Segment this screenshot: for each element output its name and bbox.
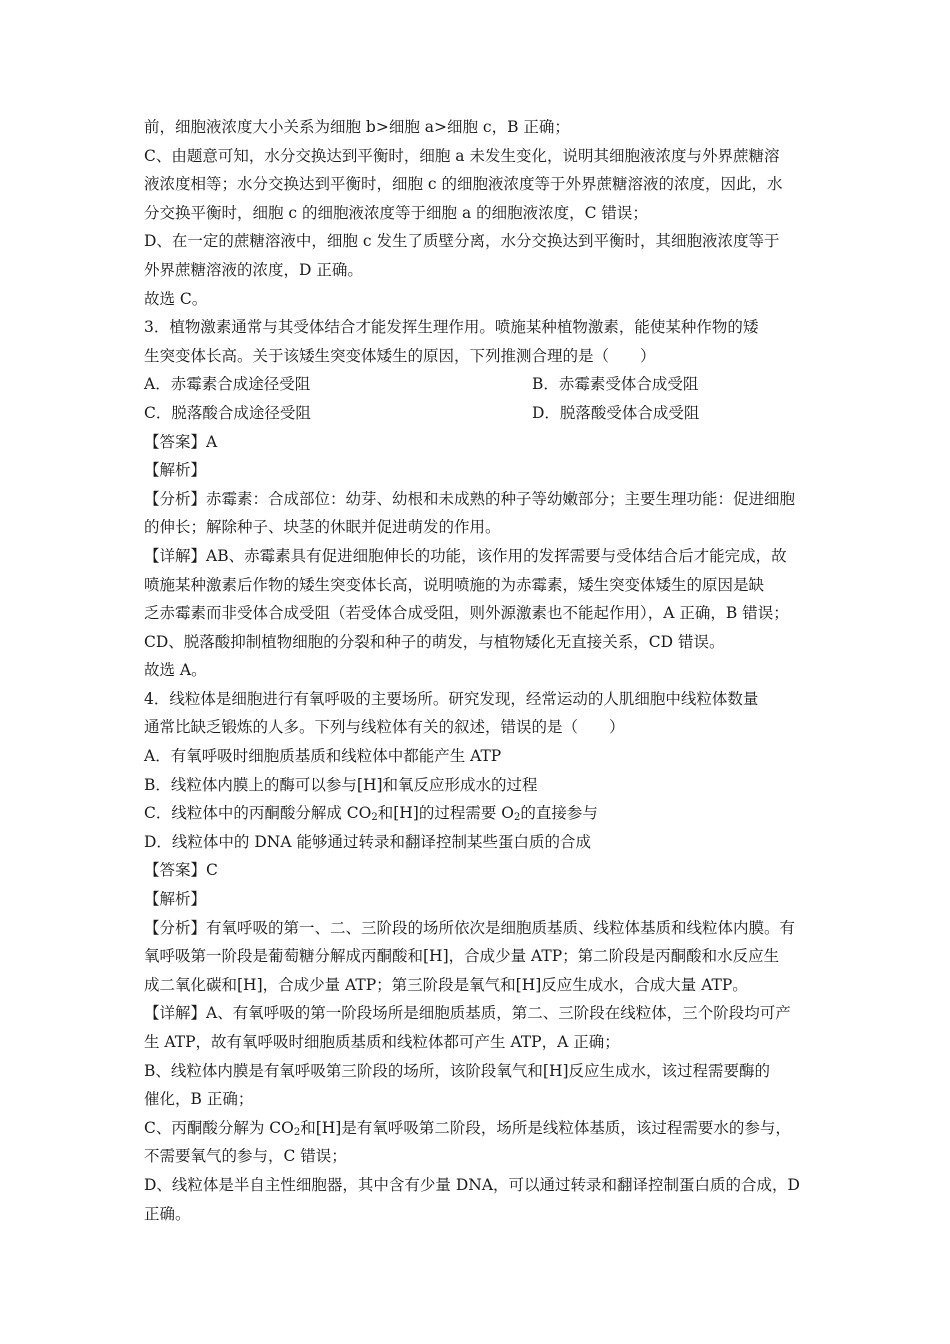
detail-line: 喷施某种激素后作物的矮生突变体长高，说明喷施的为赤霉素，矮生突变体矮生的原因是缺 — [144, 575, 765, 594]
analysis-line: 成二氧化碳和[H]，合成少量 ATP；第三阶段是氧气和[H]反应生成水，合成大量 ATP。 — [144, 975, 748, 994]
analysis-tag: 【解析】 — [144, 461, 207, 480]
analysis-line: 【分析】有氧呼吸的第一、二、三阶段的场所依次是细胞质基质、线粒体基质和线粒体内膜。有 — [144, 918, 796, 937]
detail-line: 【详解】A、有氧呼吸的第一阶段场所是细胞质基质，第二、三阶段在线粒体，三个阶段均可产 — [144, 1004, 791, 1023]
text-line: 外界蔗糖溶液的浓度，D 正确。 — [144, 260, 363, 279]
question-4-stem: 通常比缺乏锻炼的人多。下列与线粒体有关的叙述，错误的是（ ） — [144, 718, 625, 737]
text-line: 分交换平衡时，细胞 c 的细胞液浓度等于细胞 a 的细胞液浓度，C 错误； — [144, 203, 648, 222]
subscript: 2 — [513, 812, 521, 824]
detail-line: D、线粒体是半自主性细胞器，其中含有少量 DNA，可以通过转录和翻译控制蛋白质的合成，D — [144, 1175, 800, 1194]
detail-line: 催化，B 正确； — [144, 1090, 254, 1109]
choice-line: 故选 A。 — [144, 661, 207, 680]
detail-text: 和[H]是有氧呼吸第二阶段，场所是线粒体基质，该过程需要水的参与， — [300, 1118, 791, 1137]
option-c — [144, 799, 812, 828]
detail-line: 不需要氧气的参与，C 错误； — [144, 1147, 347, 1166]
option-c: C．脱落酸合成途径受阻 — [144, 403, 311, 422]
option-a: A．有氧呼吸时细胞质基质和线粒体中都能产生 ATP — [144, 747, 502, 766]
option-a: A．赤霉素合成途径受阻 — [144, 375, 311, 394]
question-3-stem: 生突变体长高。关于该矮生突变体矮生的原因，下列推测合理的是（ ） — [144, 346, 656, 365]
analysis-line: 的伸长；解除种子、块茎的休眠并促进萌发的作用。 — [144, 518, 501, 537]
option-d: D．线粒体中的 DNA 能够通过转录和翻译控制某些蛋白质的合成 — [144, 832, 591, 851]
option-c-text: C．线粒体中的丙酮酸分解成 CO — [144, 804, 372, 823]
analysis-line: 【分析】赤霉素：合成部位：幼芽、幼根和未成熟的种子等幼嫩部分；主要生理功能：促进细胞 — [144, 489, 796, 508]
subscript: 2 — [371, 812, 378, 824]
detail-line: CD、脱落酸抑制植物细胞的分裂和种子的萌发，与植物矮化无直接关系，CD 错误。 — [144, 632, 725, 651]
answer-line: 【答案】A — [144, 432, 218, 451]
choice-line: 故选 C。 — [144, 289, 208, 308]
option-d: D．脱落酸受体合成受阻 — [532, 403, 700, 422]
subscript: 2 — [293, 1126, 301, 1138]
option-c-text: 的直接参与 — [520, 804, 598, 823]
detail-line: 【详解】AB、赤霉素具有促进细胞伸长的功能，该作用的发挥需要与受体结合后才能完成，故 — [144, 546, 787, 565]
question-3-options — [144, 370, 812, 427]
analysis-tag: 【解析】 — [144, 890, 207, 909]
analysis-line: 氧呼吸第一阶段是葡萄糖分解成丙酮酸和[H]，合成少量 ATP；第二阶段是丙酮酸和水反应生 — [144, 947, 780, 966]
answer-line: 【答案】C — [144, 861, 218, 880]
text-line: 液浓度相等；水分交换达到平衡时，细胞 c 的细胞液浓度等于外界蔗糖溶液的浓度，因此，水 — [144, 175, 783, 194]
text-line: D、在一定的蔗糖溶液中，细胞 c 发生了质壁分离，水分交换达到平衡时，其细胞液浓度等于 — [144, 232, 780, 251]
detail-line: B、线粒体内膜是有氧呼吸第三阶段的场所，该阶段氧气和[H]反应生成水，该过程需要酶的 — [144, 1061, 771, 1080]
detail-line — [144, 1114, 812, 1143]
option-b: B．赤霉素受体合成受阻 — [532, 375, 699, 394]
text-line: C、由题意可知，水分交换达到平衡时，细胞 a 未发生变化，说明其细胞液浓度与外界蔗糖溶 — [144, 146, 780, 165]
option-c-text: 和[H]的过程需要 O — [377, 804, 514, 823]
text-line: 前，细胞液浓度大小关系为细胞 b>细胞 a>细胞 c，B 正确； — [144, 118, 570, 136]
question-3-stem: 3．植物激素通常与其受体结合才能发挥生理作用。喷施某种植物激素，能使某种作物的矮 — [144, 318, 759, 337]
question-4-stem: 4．线粒体是细胞进行有氧呼吸的主要场所。研究发现，经常运动的人肌细胞中线粒体数量 — [144, 689, 759, 708]
document-body — [144, 113, 812, 1228]
option-b: B．线粒体内膜上的酶可以参与[H]和氧反应形成水的过程 — [144, 775, 538, 794]
detail-line: 正确。 — [144, 1204, 191, 1223]
detail-line: 生 ATP，故有氧呼吸时细胞质基质和线粒体都可产生 ATP，A 正确； — [144, 1033, 620, 1051]
detail-line: 乏赤霉素而非受体合成受阻（若受体合成受阻，则外源激素也不能起作用），A 正确，B 错误； — [144, 604, 789, 623]
detail-text: C、丙酮酸分解为 CO — [144, 1118, 294, 1137]
